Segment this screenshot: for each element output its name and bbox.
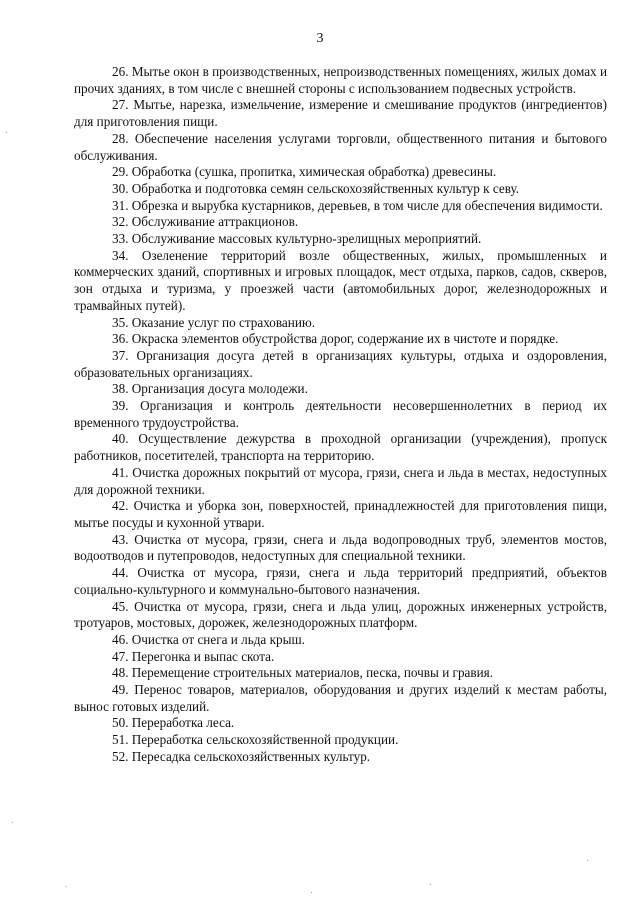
list-item: 29. Обработка (сушка, пропитка, химическая обработка) древесины.: [112, 164, 497, 180]
list-item: 35. Оказание услуг по страхованию.: [112, 314, 316, 330]
scan-speck: [66, 886, 67, 887]
list-item: 39. Организация и контроль деятельности несовершеннолетних в период их временного трудоустройства.: [74, 398, 607, 430]
list-item: 46. Очистка от снега и льда крыш.: [112, 631, 305, 647]
list-item: 45. Очистка от мусора, грязи, снега и льда улиц, дорожных инженерных устройств, тротуаров, мостовых, дорожек, железнодорожных платформ.: [74, 598, 607, 631]
list-item: 40. Осуществление дежурства в проходной организации (учреждения), пропуск работников, посетителей, транспорта на территорию.: [74, 431, 607, 464]
list-item: 31. Обрезка и вырубка кустарников, деревьев, в том числе для обеспечения видимости.: [112, 197, 603, 213]
scan-speck: [311, 892, 312, 893]
list-item: 38. Организация досуга молодежи.: [112, 381, 308, 397]
list-item: 32. Обслуживание аттракционов.: [112, 214, 299, 230]
activity-list: [74, 64, 607, 766]
list-item: 50. Переработка леса.: [112, 715, 235, 731]
scan-speck: [430, 884, 431, 885]
list-item: 48. Перемещение строительных материалов, песка, почвы и гравия.: [112, 665, 494, 681]
scan-speck: [6, 132, 7, 133]
list-item: 28. Обеспечение населения услугами торговли, общественного питания и бытового обслуживания.: [74, 130, 607, 163]
list-item: 41. Очистка дорожных покрытий от мусора, грязи, снега и льда в местах, недоступных для дорожной техники.: [74, 464, 607, 497]
list-item: 34. Озеленение территорий возле общественных, жилых, промышленных и коммерческих зданий, спортивных и игровых площадок, мест отдыха, парков, садов, скверов, зон отдыха и туризма, у проезжей части (автомобильных дорог, железнодорожных и трамвайных путей).: [74, 247, 607, 313]
list-item: 52. Пересадка сельскохозяйственных культур.: [112, 748, 371, 764]
list-item: 49. Перенос товаров, материалов, оборудования и других изделий к местам работы, вынос готовых изделий.: [74, 682, 607, 714]
list-item: 44. Очистка от мусора, грязи, снега и льда территорий предприятий, объектов социально-культурного и коммунально-бытового назначения.: [74, 565, 607, 597]
list-item: 36. Окраска элементов обустройства дорог, содержание их в чистоте и порядке.: [112, 331, 559, 347]
list-item: 33. Обслуживание массовых культурно-зрелищных мероприятий.: [112, 231, 482, 247]
scan-speck: [12, 822, 13, 823]
list-item: 27. Мытье, нарезка, измельчение, измерение и смешивание продуктов (ингредиентов) для приготовления пищи.: [74, 97, 607, 130]
list-item: 51. Переработка сельскохозяйственной продукции.: [112, 732, 399, 748]
list-item: 30. Обработка и подготовка семян сельскохозяйственных культур к севу.: [112, 180, 520, 196]
list-item: 26. Мытье окон в производственных, непроизводственных помещениях, жилых домах и прочих зданиях, в том числе с внешней стороны с использованием подвесных устройств.: [74, 64, 607, 96]
list-item: 42. Очистка и уборка зон, поверхностей, принадлежностей для приготовления пищи, мытье посуды и кухонной утвари.: [74, 498, 607, 530]
list-item: 43. Очистка от мусора, грязи, снега и льда водопроводных труб, элементов мостов, водоотводов и путепроводов, недоступных для специальной техники.: [74, 531, 607, 564]
list-item: 37. Организация досуга детей в организациях культуры, отдыха и оздоровления, образовательных организациях.: [74, 347, 607, 380]
scan-speck: [587, 860, 588, 861]
list-item: 47. Перегонка и выпас скота.: [112, 648, 275, 664]
page-number: 3: [316, 31, 324, 46]
